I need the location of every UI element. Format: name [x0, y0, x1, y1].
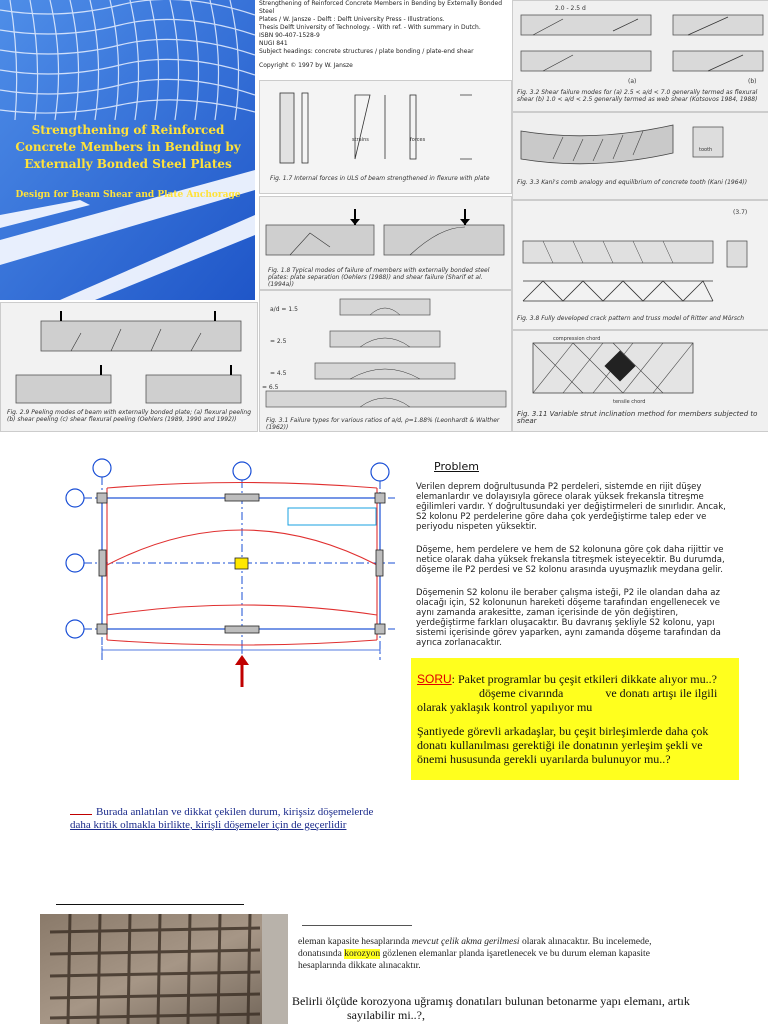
grid-axis-marker	[93, 459, 111, 477]
caption-fig-3-11: Fig. 3.11 Variable strut inclination method for members subjected to shear	[517, 410, 758, 425]
label-tensile-chord: tensile chord	[613, 399, 646, 405]
label-ad-2: = 2.5	[270, 338, 287, 345]
question-1	[417, 672, 733, 686]
note-line-2: daha kritik olmakla birlikte, kirişli döşemeler için de geçerlidir	[70, 819, 347, 831]
book-cover	[0, 0, 255, 300]
label-compression-chord: compression chord	[553, 336, 601, 342]
meta-line: NUGI 841	[259, 40, 288, 47]
caption-fig-3-1: Fig. 3.1 Failure types for various ratios of a/d, ρ=1.88% (Leonhardt & Walther (1962))	[266, 417, 500, 431]
divider-line	[302, 925, 412, 926]
divider-line	[56, 904, 244, 905]
floor-plan-diagram	[55, 455, 415, 690]
figure-3-11	[512, 330, 768, 432]
corrosion-question-line-1: Belirli ölçüde korozyona uğramış donatıları bulunan betonarme yapı elemanı, artık	[292, 994, 690, 1008]
meta-line: Thesis Delft University of Technology. - With ref. - With summary in Dutch.	[259, 24, 481, 31]
figure-1-8	[259, 196, 512, 290]
question-1-c: ve donatı artışı ile ilgili	[605, 686, 718, 700]
question-2: Şantiyede görevli arkadaşlar, bu çeşit birleşimlerde daha çok donatı kullanılması gerektiği ile donatının yerleşim şekli ve önemi hususunda gerekli uyarılarda bulunuyor mu..?	[417, 724, 709, 766]
figure-3-1	[259, 290, 512, 432]
problem-paragraph-1: Verilen deprem doğrultusunda P2 perdeleri, sistemde en rijit düşey elemanlardır ve dolayısıyla görece olarak yüksek frekansla titreşme eğilimleri vardır. Y doğrultusundaki yer değiştirmeleri de sınırlıdır. Ancak, S2 kolonu P2 perdelerine göre daha çok yerdeğiştirme talep eder ve periyodu nispeten yüksektir.	[416, 482, 726, 532]
caption-fig-2-9: Fig. 2.9 Peeling modes of beam with externally bonded plate; (a) flexural peeling (b) shear peeling (c) shear flexural peeling (Oehlers (1989, 1990 and 1992))	[7, 409, 252, 423]
grid-axis-marker	[66, 554, 84, 572]
caption-fig-3-8: Fig. 3.8 Fully developed crack pattern and truss model of Ritter and Mörsch	[517, 315, 745, 322]
truss-model-diagram	[513, 201, 768, 311]
meta-line: Subject headings: concrete structures / plate bonding / plate-end shear	[259, 48, 474, 55]
question-1-text: : Paket programlar bu çeşit etkileri dikkate alıyor mu..?	[451, 672, 717, 686]
column-corner	[97, 624, 107, 634]
corroded-rebar-photo	[40, 914, 288, 1024]
meta-line: Copyright © 1997 by W. Jansze	[259, 62, 353, 69]
label-ad-4: = 6.5	[262, 384, 279, 391]
problem-title: Problem	[434, 460, 479, 473]
corrosion-text-italic: mevcut çelik akma gerilmesi	[411, 937, 520, 947]
equation-3-7: (3.7)	[733, 209, 748, 216]
earthquake-direction-arrow	[235, 655, 249, 687]
column-corner	[375, 493, 385, 503]
label-ad-1: a/d = 1.5	[270, 306, 298, 313]
label-tooth: tooth	[699, 147, 713, 153]
problem-paragraph-2: Döşeme, hem perdelere ve hem de S2 kolonuna göre çok daha rijittir ve netice olarak daha yüksek frekansla titreşmek isteyecektir. Bu durumda, döşeme ile P2 perdesi ve S2 kolonu arasında uyuşmazlık meydana gelir.	[416, 545, 725, 575]
figure-2-9	[0, 302, 258, 432]
cover-subtitle: Design for Beam Shear and Plate Anchorage	[15, 190, 241, 200]
caption-fig-1-8: Fig. 1.8 Typical modes of failure of members with externally bonded steel plates: plate separation (Oehlers (1988)) and shear failure (Sharif et al. (1994a))	[268, 267, 490, 288]
wall-p2-bottom	[225, 626, 259, 633]
label-forces: forces	[410, 137, 426, 143]
corrosion-text: donatısında	[298, 949, 345, 959]
cover-title: Strengthening of Reinforced Concrete Members in Bending by Externally Bonded Steel Plates	[15, 123, 241, 171]
corrosion-paragraph	[298, 936, 718, 972]
corrosion-question-line-2: sayılabilir mi..?,	[347, 1008, 425, 1022]
annotation-box	[288, 508, 376, 525]
peeling-modes-diagram	[1, 303, 257, 407]
soru-label: SORU	[417, 672, 452, 686]
problem-paragraph-3: Döşemenin S2 kolonu ile beraber çalışma isteği, P2 ile olandan daha az olacağı için, S2 kolonunun hareketi döşeme tarafından engellenecek ve aynı zamanda arakesitte, zaman içerisinde de yön değiştiren, yerdeğiştirme farkları oluşacaktır. Bu davranış şekliyle S2 kolonu, yapı sistemi içerisinde görev yaparken, aynı zamanda döşeme tarafından da ayrıca zorlanacaktır.	[416, 588, 721, 648]
question-1-line-3: olarak yaklaşık kontrol yapılıyor mu	[417, 700, 593, 714]
corrosion-highlight: korozyon	[344, 949, 381, 959]
grid-axis-marker	[371, 463, 389, 481]
corrosion-text: hesaplarında dikkate alınacaktır.	[298, 961, 421, 971]
grid-axis-marker	[66, 620, 84, 638]
label-ad-3: = 4.5	[270, 370, 287, 377]
meta-line: ISBN 90-407-1528-9	[259, 32, 320, 39]
strut-inclination-diagram	[513, 331, 768, 413]
meta-line: Strengthening of Reinforced Concrete Members in Bending by Externally Bonded Steel	[259, 0, 503, 15]
meta-line: Plates / W. Jansze - Delft : Delft University Press - Illustrations.	[259, 16, 445, 23]
grid-axis-marker	[66, 489, 84, 507]
note-line-1: Burada anlatılan ve dikkat çekilen durum, kirişsiz döşemelerde	[96, 806, 374, 818]
caption-fig-3-3: Fig. 3.3 Kani's comb analogy and equilibrium of concrete tooth (Kani (1964))	[517, 179, 748, 186]
question-1-line-2	[417, 686, 733, 700]
book-metadata	[259, 0, 514, 70]
corrosion-text: gözlenen elemanlar planda işaretlenecek ve bu durum eleman kapasite	[380, 949, 650, 959]
fig-label-ad: 2.0 - 2.5 d	[555, 5, 586, 12]
caption-fig-1-7: Fig. 1.7 Internal forces in ULS of beam strengthened in flexure with plate	[270, 175, 490, 182]
figure-3-3	[512, 112, 768, 200]
question-1-b: döşeme civarında	[479, 686, 564, 700]
figure-1-7	[259, 80, 512, 194]
corrosion-question	[292, 994, 762, 1022]
failure-modes-diagram	[260, 197, 511, 265]
question-box	[411, 658, 739, 780]
label-strains: strains	[352, 137, 369, 143]
fig-label-a: (a)	[628, 78, 637, 85]
fig-label-b: (b)	[748, 78, 757, 85]
figure-3-2	[512, 0, 768, 112]
note-text	[70, 806, 430, 832]
failure-types-diagram	[260, 291, 511, 409]
figure-3-8	[512, 200, 768, 330]
column-s2	[235, 558, 248, 569]
caption-fig-3-2: Fig. 3.2 Shear failure modes for (a) 2.5 < a/d < 7.0 generally termed as flexural shear (b) 1.0 < a/d < 2.5 generally termed as web shear (Kotsovos 1984, 1988)	[517, 89, 758, 103]
wall-left-mid	[99, 550, 106, 576]
internal-forces-diagram	[260, 81, 511, 173]
corrosion-text: olarak alınacaktır. Bu incelemede,	[519, 937, 652, 947]
wall-right-mid	[376, 550, 383, 576]
grid-axis-marker	[233, 462, 251, 480]
corrosion-text: eleman kapasite hesaplarında	[298, 937, 412, 947]
column-corner	[97, 493, 107, 503]
comb-analogy-diagram	[513, 113, 768, 183]
column-corner	[375, 624, 385, 634]
shear-failure-diagram	[513, 1, 768, 91]
wall-p2-top	[225, 494, 259, 501]
